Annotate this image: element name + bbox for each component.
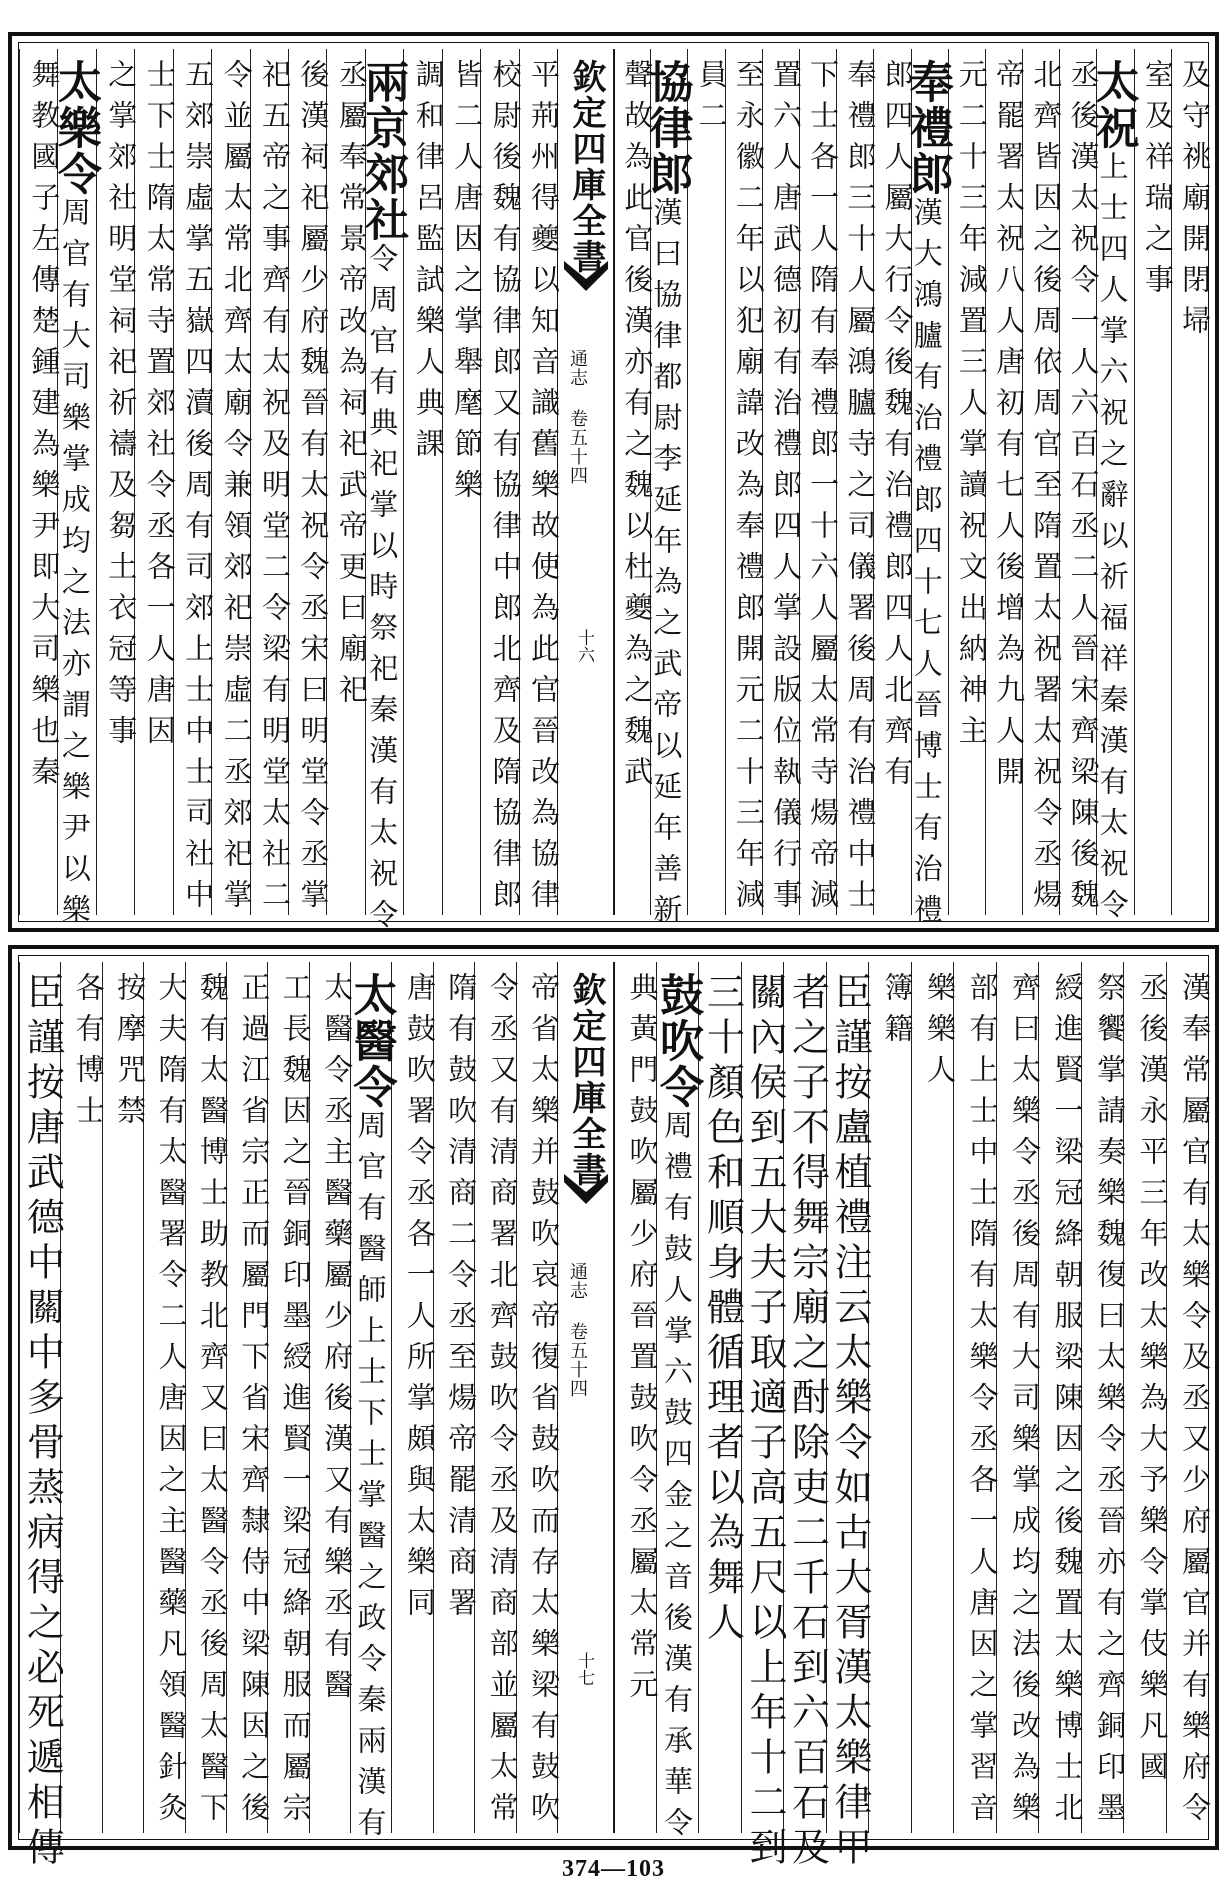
text-column (288, 49, 331, 920)
column-text: 部有上士中士隋有太樂令丞各一人唐因之掌習音 (965, 972, 1000, 1833)
entry-heading: 鼓吹令 (652, 972, 703, 1110)
text-column (1059, 49, 1101, 920)
top-center-fold (557, 49, 615, 915)
entry-body: 周禮有鼓人掌六鼓四金之音後漢有承華令 (660, 1110, 694, 1848)
text-column (96, 49, 139, 915)
column-text: 室及祥瑞之事 (1140, 59, 1175, 305)
text-column (19, 962, 65, 1872)
text-column (403, 49, 446, 915)
column-text (357, 49, 409, 940)
text-column (309, 962, 355, 1833)
text-column (1087, 49, 1139, 930)
fish-tail-ornament-icon (562, 1172, 610, 1210)
text-column (901, 49, 953, 935)
column-text: 太醫令丞主醫藥屬少府後漢又有樂丞有醫 (320, 972, 355, 1710)
column-text: 五郊崇虛掌五嶽四瀆後周有司郊上士中士司社中 (181, 59, 216, 920)
text-column (267, 962, 313, 1833)
column-text: 簿籍 (880, 972, 915, 1054)
column-text (901, 49, 953, 935)
text-column (1171, 49, 1212, 915)
top-page-frame (18, 42, 1212, 940)
text-column (442, 49, 485, 915)
text-column (326, 49, 369, 915)
page-number: 十七 (574, 1652, 594, 1686)
text-column (102, 962, 148, 1833)
column-text: 舞教國子左傳楚鍾建為樂尹即大司樂也秦 (27, 59, 62, 797)
text-column (836, 49, 878, 920)
entry-body: 漢曰協律都尉李延年為之武帝以延年善新 (649, 197, 684, 935)
text-column (185, 962, 230, 1833)
column-text: 綬進賢一梁冠絳朝服梁陳因之後魏置太樂博士北 (1050, 972, 1085, 1833)
text-column (345, 962, 397, 1848)
entry-body: 周官有大司樂掌成均之法亦謂之樂尹以樂 (57, 197, 92, 935)
text-column (613, 962, 660, 1833)
text-column (1123, 962, 1170, 1833)
text-column (474, 962, 520, 1833)
column-text: 置六人唐武德初有治禮郎四人掌設版位執儀行事 (768, 59, 803, 920)
column-text: 後漢祠祀屬少府魏晉有太祝令丞宋曰明堂令丞掌 (296, 59, 331, 920)
text-column (725, 49, 766, 920)
text-column (687, 49, 729, 915)
entry-heading: 兩京郊社 (357, 59, 409, 243)
text-column (826, 962, 872, 1872)
column-text (345, 962, 397, 1848)
volume-label: 通志 卷五十四 (567, 1262, 588, 1398)
column-text (49, 49, 101, 935)
column-text: 員二 (694, 59, 729, 141)
text-column (985, 49, 1027, 915)
column-text: 祀五帝之事齊有太祝及明堂二令梁有明堂太社二 (257, 59, 292, 920)
column-text: 隋有鼓吹清商二令丞至煬帝罷清商署 (444, 972, 479, 1628)
text-column (641, 49, 693, 935)
text-column (613, 49, 655, 915)
column-text (641, 49, 693, 935)
text-column (519, 49, 561, 920)
column-text: 郎四人屬大行令後魏有治禮郎四人北齊有 (880, 59, 915, 797)
top-page (8, 32, 1219, 940)
entry-heading: 太樂令 (49, 59, 101, 197)
book-title: 欽定四庫全書 (566, 972, 606, 1188)
column-text: 聲故為此官後漢亦有之魏以杜夔為之魏武 (620, 59, 655, 797)
text-column (911, 962, 955, 1833)
text-column (143, 962, 189, 1833)
volume-label: 通志 卷五十四 (567, 349, 588, 485)
entry-body: 漢大鴻臚有治禮郎四十七人晉博士有治禮 (909, 197, 944, 935)
column-text: 北齊皆因之後周依周官至隋置太祝署太祝令丞煬 (1029, 59, 1064, 920)
column-text: 下士各一人隋有奉禮郎一十六人屬太常寺煬帝減 (806, 59, 841, 920)
text-column (173, 49, 216, 920)
entry-heading: 奉禮郎 (901, 59, 953, 197)
column-text: 及守祧廟開閉埽 (1178, 59, 1212, 346)
text-column (873, 49, 915, 915)
text-column (60, 962, 106, 1833)
text-column (783, 962, 830, 1872)
page-footer-reference: 374—103 (562, 1856, 665, 1882)
text-column (49, 49, 101, 935)
text-column (799, 49, 841, 920)
column-text: 丞後漢永平三年改太樂為大予樂令掌伎樂凡國 (1135, 972, 1170, 1792)
book-title: 欽定四庫全書 (566, 59, 606, 275)
text-column (433, 962, 479, 1833)
text-column (391, 962, 437, 1833)
text-column (698, 962, 745, 1833)
text-column (652, 962, 703, 1848)
text-column (1038, 962, 1085, 1833)
column-text: 各有博士 (71, 972, 106, 1136)
column-text (1087, 49, 1139, 930)
bottom-center-fold (557, 962, 615, 1833)
column-text: 臣謹按唐武德中關中多骨蒸病得之必死遞相傳 (20, 972, 65, 1872)
column-text: 皆二人唐因之掌舉麾節樂 (450, 59, 485, 510)
text-column (948, 49, 989, 915)
column-text: 唐鼓吹署令丞各一人所掌頗與太樂同 (402, 972, 437, 1628)
text-column (1081, 962, 1125, 1833)
column-text: 令並屬太常北齊太廟令兼領郊祀崇虛二丞郊祀掌 (219, 59, 254, 920)
column-text: 調和律呂監試樂人典課 (411, 59, 446, 469)
column-text: 丞屬奉常景帝改為祠祀武帝更曰廟祀 (334, 59, 369, 715)
column-text: 魏有太醫博士助教北齊又曰太醫令丞後周太醫下 (195, 972, 230, 1833)
column-text: 樂樂人 (923, 972, 957, 1095)
column-text: 按摩咒禁 (113, 972, 148, 1136)
text-column (516, 962, 561, 1833)
text-column (250, 49, 292, 920)
column-text: 關內侯到五大夫子取適子高五尺以上年十二到 (743, 972, 787, 1872)
text-column (1166, 962, 1210, 1833)
column-text: 祭饗掌請奏樂魏復曰太樂令丞晉亦有之齊銅印墨 (1093, 972, 1127, 1833)
text-column (211, 49, 254, 920)
column-text: 士下士隋太常寺置郊社令丞各一人唐因 (142, 59, 177, 756)
text-column (226, 962, 272, 1833)
text-column (19, 49, 62, 915)
text-column (357, 49, 409, 940)
column-text: 校尉後魏有協律郎又有協律中郎北齊及隋協律郎 (488, 59, 523, 920)
column-text: 三十顏色和順身體循理者以為舞人 (700, 972, 745, 1647)
entry-heading: 太祝 (1087, 59, 1139, 151)
column-text: 奉禮郎三十人屬鴻臚寺之司儀署後周有治禮中士 (843, 59, 878, 920)
column-text: 工長魏因之晉銅印墨綬進賢一梁冠絳朝服而屬宗 (278, 972, 313, 1833)
column-text: 帝罷署太祝八人唐初有七人後增為九人開 (992, 59, 1027, 797)
column-text: 大夫隋有太醫署令二人唐因之主醫藥凡領醫針灸 (154, 972, 189, 1833)
text-column (1134, 49, 1175, 915)
column-text: 丞後漢太祝令一人六百石丞二人晉宋齊梁陳後魏 (1066, 59, 1101, 920)
text-column (953, 962, 1000, 1833)
fish-tail-ornament-icon (562, 259, 610, 297)
text-column (996, 962, 1040, 1833)
column-text: 典黃門鼓吹屬少府晉置鼓吹令丞屬太常元 (625, 972, 660, 1710)
column-text: 正過江省宗正而屬門下省宋齊隸侍中梁陳因之後 (237, 972, 272, 1833)
page-number: 十六 (574, 629, 594, 663)
column-text: 平荊州得夔以知音識舊樂故使為此官晉改為協律 (526, 59, 561, 920)
entry-heading: 協律郎 (641, 59, 693, 197)
column-text: 元二十三年減置三人掌讀祝文出納神主 (954, 59, 989, 756)
text-column (1022, 49, 1064, 920)
text-column (741, 962, 787, 1872)
column-text: 帝省太樂并鼓吹哀帝復省鼓吹而存太樂梁有鼓吹 (526, 972, 561, 1833)
column-text: 之掌郊社明堂祠祀祈禱及芻土衣冠等事 (104, 59, 139, 756)
text-column (762, 49, 803, 920)
column-text: 臣謹按盧植禮注云太樂令如古大胥漢太樂律甲 (828, 972, 872, 1872)
column-text: 者之子不得舞宗廟之酎除吏二千石到六百石及 (785, 972, 830, 1872)
text-column (134, 49, 177, 915)
column-text: 至永徽二年以犯廟諱改為奉禮郎開元二十三年減 (731, 59, 766, 920)
entry-body: 上士四人掌六祝之辭以祈福祥秦漢有太祝令 (1095, 151, 1130, 930)
text-column (868, 962, 915, 1833)
entry-body: 令周官有典祀掌以時祭祀秦漢有太祝令 (365, 243, 400, 940)
column-text (652, 962, 703, 1848)
column-text: 漢奉常屬官有太樂令及丞又少府屬官并有樂府令 (1178, 972, 1212, 1833)
column-text: 令丞又有清商署北齊鼓吹令丞及清商部並屬太常 (485, 972, 520, 1833)
entry-body: 周官有醫師上士下士掌醫之政令秦兩漢有 (353, 1110, 388, 1848)
column-text: 齊曰太樂令丞後周有大司樂掌成均之法後改為樂 (1008, 972, 1042, 1833)
entry-heading: 太醫令 (345, 972, 397, 1110)
text-column (480, 49, 523, 920)
